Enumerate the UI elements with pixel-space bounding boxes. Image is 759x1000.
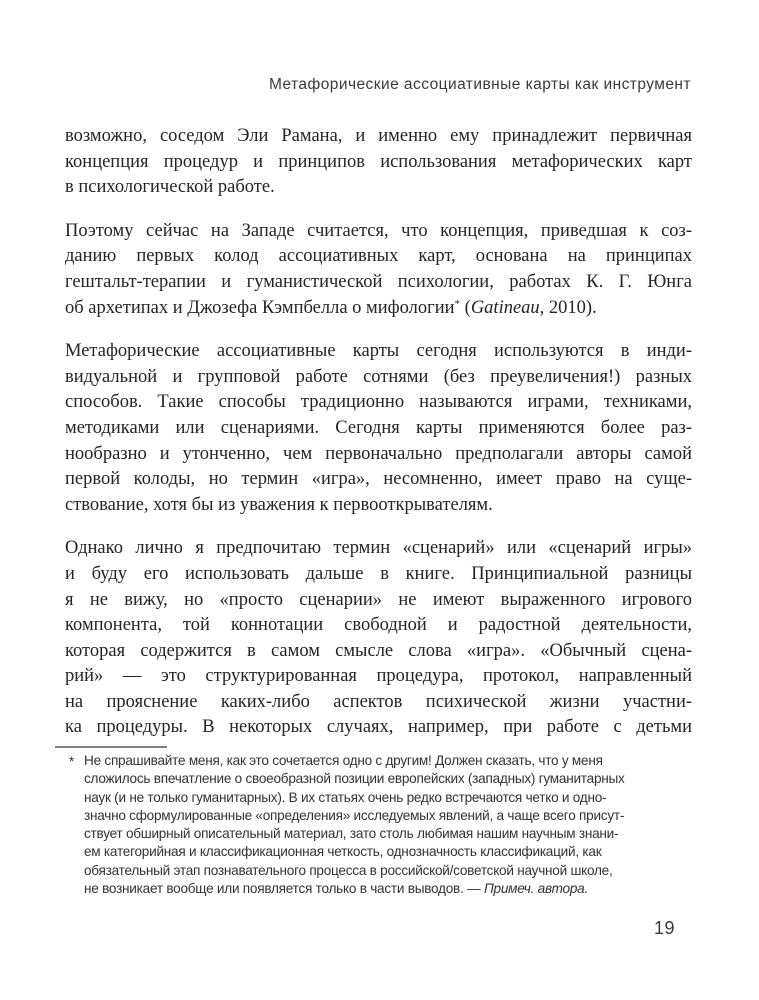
text-line: первой колоды, но термин «игра», несомненно, имеет право на суще-: [65, 469, 692, 490]
text-line: и буду его использовать дальше в книге. Принципиальной разницы: [65, 563, 692, 584]
text-line: способов. Такие способы традиционно называются играми, техниками,: [65, 392, 692, 413]
text-line: ствование, хотя бы из уважения к первооткрывателям.: [65, 494, 493, 515]
footnote-divider: [55, 746, 167, 748]
text-line: видуальной и групповой работе сотнями (без преувеличения!) разных: [65, 366, 692, 387]
text-line: Однако лично я предпочитаю термин «сценарий» или «сценарий игры»: [65, 538, 692, 559]
paragraph: [65, 339, 692, 518]
text-line: данию первых колод ассоциативных карт, основана на принципах: [65, 246, 692, 267]
text-line: обязательный этап познавательного процесса в российской/советской научной школе,: [84, 862, 613, 878]
page-number: 19: [654, 918, 676, 938]
text-line: Не спрашивайте меня, как это сочетается одно с другим! Должен сказать, что у меня: [84, 753, 603, 768]
text-line: сложилось впечатление о своеобразной позиции европейских (западных) гуманитарных: [84, 771, 625, 787]
text-line: на прояснение каких-либо аспектов психической жизни участни-: [65, 691, 692, 712]
text-line: Поэтому сейчас на Западе считается, что концепция, приведшая к соз-: [65, 220, 692, 241]
footnote: [68, 752, 678, 898]
footnote-text: [68, 752, 678, 898]
paragraph: [65, 219, 692, 321]
body-text: [65, 124, 692, 759]
running-header: Метафорические ассоциативные карты как инструмент: [268, 76, 691, 93]
footnote-marker: *: [69, 754, 75, 769]
text-line: методиками или сценариями. Сегодня карты применяются более раз-: [65, 417, 692, 438]
text-line: нообразно и утонченно, чем первоначально предполагали авторы самой: [65, 443, 692, 464]
text-line: в психологической работе.: [65, 177, 275, 198]
text-line: ствует обширный описательный материал, зато столь любимая нашим научным знани-: [84, 826, 619, 842]
text-line: наук (и не только гуманитарных). В их статьях очень редко встречаются четко и одно-: [84, 789, 607, 805]
text-line: не возникает вообще или появляется только в части выводов. — Примеч. автора.: [84, 881, 589, 897]
paragraph: [65, 124, 692, 201]
text-line: рий» — это структурированная процедура, протокол, направленный: [65, 666, 692, 687]
text-line: компонента, той коннотации свободной и радостной деятельности,: [65, 615, 692, 636]
text-line: концепция процедур и принципов использования метафорических карт: [65, 151, 692, 172]
text-line: об архетипах и Джозефа Кэмпбелла о мифологии* (Gatineau, 2010).: [65, 297, 597, 318]
text-line: возможно, соседом Эли Рамана, и именно ему принадлежит первичная: [65, 126, 692, 146]
text-line: значно сформулированные «определения» исследуемых явлений, а чаще всего присут-: [84, 807, 625, 823]
paragraph: [65, 536, 692, 741]
text-line: ем категорийная и классификационная четкость, однозначность классификаций, как: [84, 844, 602, 860]
text-line: я не вижу, но «просто сценарии» не имеют выраженного игрового: [65, 589, 692, 610]
text-line: ка процедуры. В некоторых случаях, например, при работе с детьми: [65, 717, 692, 738]
text-line: Метафорические ассоциативные карты сегодня используются в инди-: [65, 341, 692, 362]
text-line: гештальт-терапии и гуманистической психологии, работах К. Г. Юнга: [65, 271, 692, 292]
text-line: которая содержится в самом смысле слова «игра». «Обычный сцена-: [65, 640, 692, 661]
